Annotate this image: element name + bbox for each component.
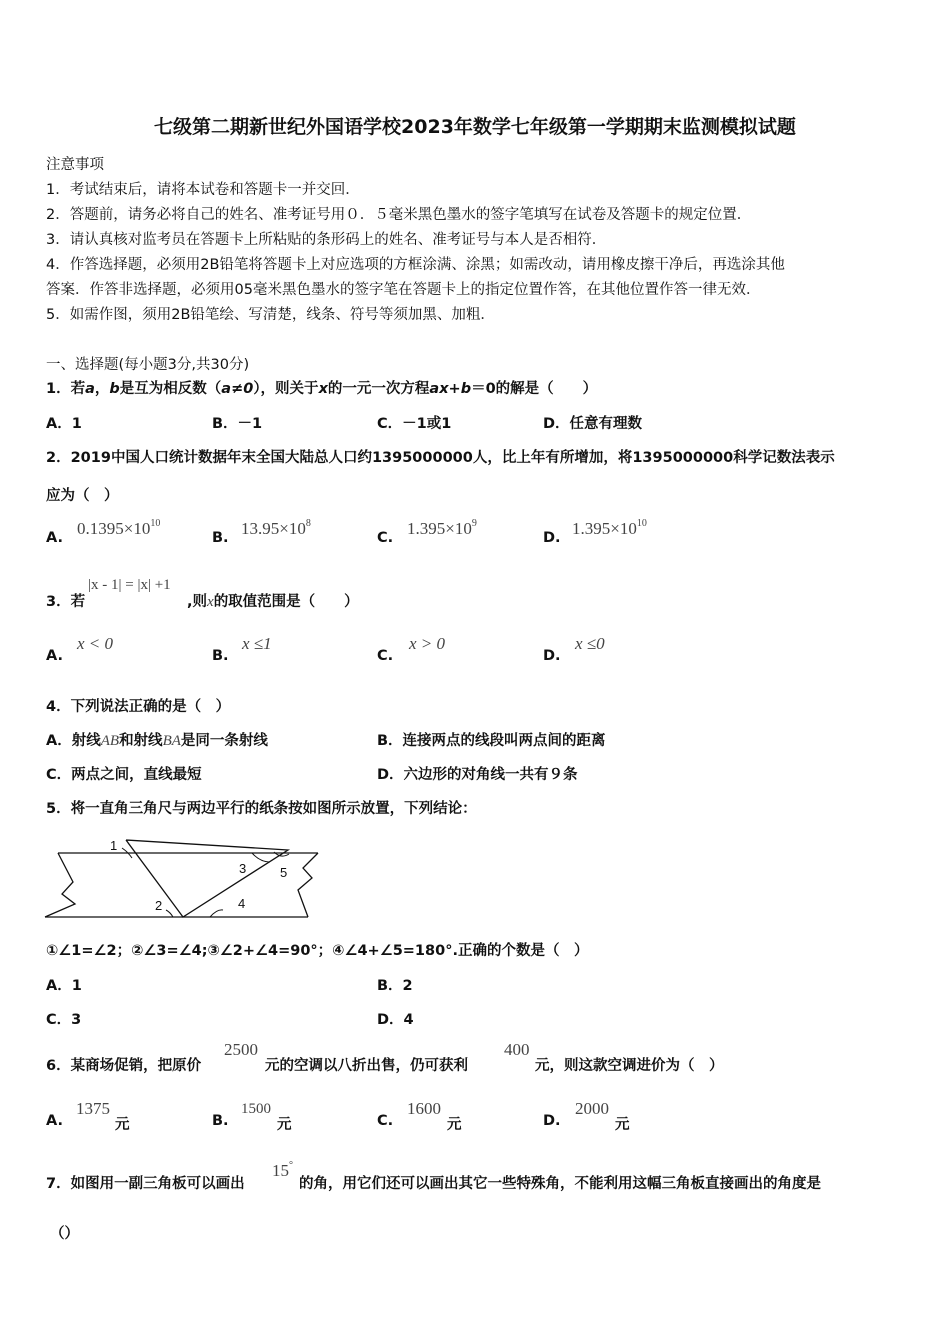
set-square <box>126 840 288 917</box>
question-6-option-b: 1500 <box>241 1101 271 1117</box>
question-2-label-c: C. <box>377 530 394 546</box>
question-4-option-a: A．射线AB和射线BA是同一条射线 <box>46 733 268 749</box>
question-1-option-b: B．－1 <box>212 416 263 432</box>
question-2-option-a: $0.1395\times 10^{10}$ <box>77 518 161 538</box>
angle-3-arc <box>252 853 270 862</box>
question-5-option-b: B．2 <box>377 978 413 994</box>
question-3-label-c: C. <box>377 648 394 664</box>
page-title: 七级第二期新世纪外国语学校2023年数学七年级第一学期期末监测模拟试题 <box>154 116 796 138</box>
question-7-stem-cont: （） <box>50 1226 79 1242</box>
question-1-option-a: A．1 <box>46 416 82 432</box>
question-6-option-d: 2000 <box>575 1099 609 1118</box>
figure-label-3: 3 <box>239 861 247 876</box>
question-2-option-b: $13.95\times 10^8$ <box>241 518 311 538</box>
question-2-option-d: $1.395\times 10^{10}$ <box>572 518 647 538</box>
figure-label-4: 4 <box>238 896 246 911</box>
angle-2-arc <box>166 910 173 917</box>
question-2-option-c: $1.395\times 10^9$ <box>407 518 477 538</box>
question-6-unit-b: 元 <box>277 1117 292 1133</box>
question-6-pre: 6．某商场促销，把原价 <box>46 1058 202 1074</box>
figure-label-1: 1 <box>110 838 118 853</box>
question-5-option-d: D．4 <box>377 1012 414 1028</box>
question-1-stem: 1．若a，b是互为相反数（a≠0），则关于x的一元一次方程ax+b＝0的解是（ ） <box>46 381 598 397</box>
question-3-option-d: x ≤0 <box>575 634 605 653</box>
question-6-label-b: B. <box>212 1113 229 1129</box>
notice-item: 4．作答选择题，必须用2B铅笔将答题卡上对应选项的方框涂满、涂黑；如需改动，请用橡皮擦干净后，再选涂其他 <box>46 257 785 273</box>
question-6-unit-c: 元 <box>447 1117 462 1133</box>
question-3-label-d: D. <box>543 648 561 664</box>
question-6-post: 元，则这款空调进价为（ ） <box>535 1058 724 1074</box>
notice-item: 答案．作答非选择题，必须用05毫米黑色墨水的签字笔在答题卡上的指定位置作答，在其他位置作答一律无效． <box>46 282 761 298</box>
question-1-option-c: C．－1或1 <box>377 416 452 432</box>
question-2-label-d: D. <box>543 530 561 546</box>
question-4-option-b: B．连接两点的线段叫两点间的距离 <box>377 733 606 749</box>
question-3-option-c: x > 0 <box>409 634 446 653</box>
question-3-mid: ,则x的取值范围是（ ） <box>187 594 359 610</box>
angle-4-arc <box>210 910 223 917</box>
question-3-option-b: x ≤1 <box>242 634 272 653</box>
question-2-label-a: A. <box>46 530 63 546</box>
question-7-post: 的角，用它们还可以画出其它一些特殊角，不能利用这幅三角板直接画出的角度是 <box>299 1176 821 1192</box>
figure-label-2: 2 <box>155 898 163 913</box>
question-7-angle: 15° <box>272 1160 293 1180</box>
question-6-label-d: D. <box>543 1113 561 1129</box>
notice-heading: 注意事项 <box>46 157 104 173</box>
question-3-label-b: B. <box>212 648 229 664</box>
question-6-price: 2500 <box>224 1040 258 1059</box>
question-6-label-a: A. <box>46 1113 63 1129</box>
question-5-option-a: A．1 <box>46 978 82 994</box>
figure-label-5: 5 <box>280 865 288 880</box>
question-6-option-a: 1375 <box>76 1099 110 1118</box>
notice-item: 3．请认真核对监考员在答题卡上所粘贴的条形码上的姓名、准考证号与本人是否相符． <box>46 232 607 248</box>
question-3-label-a: A. <box>46 648 63 664</box>
strip-right-edge <box>298 853 318 917</box>
question-6-mid: 元的空调以八折出售，仍可获利 <box>265 1058 468 1074</box>
question-7-pre: 7．如图用一副三角板可以画出 <box>46 1176 245 1192</box>
question-6-unit-d: 元 <box>615 1117 630 1133</box>
section-heading: 一、选择题(每小题3分,共30分) <box>46 357 250 373</box>
question-4-option-c: C．两点之间，直线最短 <box>46 767 202 783</box>
question-5-option-c: C．3 <box>46 1012 82 1028</box>
question-4-stem: 4．下列说法正确的是（ ） <box>46 699 231 715</box>
question-6-option-c: 1600 <box>407 1099 441 1118</box>
notice-item: 1．考试结束后，请将本试卷和答题卡一并交回． <box>46 182 360 198</box>
question-3-prefix: 3．若 <box>46 594 86 610</box>
question-2-label-b: B. <box>212 530 229 546</box>
notice-item: 2．答题前，请务必将自己的姓名、准考证号用０．５毫米黑色墨水的签字笔填写在试卷及答题卡的规定位置． <box>46 207 752 223</box>
question-6-unit-a: 元 <box>115 1117 130 1133</box>
question-2-stem-cont: 应为（ ） <box>46 488 119 504</box>
question-3-expression: |x - 1| = |x| +1 <box>88 577 171 593</box>
question-5-figure <box>40 832 330 927</box>
notice-item: 5．如需作图，须用2B铅笔绘、写清楚，线条、符号等须加黑、加粗． <box>46 307 495 323</box>
question-2-stem: 2．2019中国人口统计数据年末全国大陆总人口约1395000000人，比上年有所增加，将1395000000科学记数法表示 <box>46 450 835 466</box>
question-3-option-a: x < 0 <box>77 634 114 653</box>
question-6-label-c: C. <box>377 1113 394 1129</box>
question-1-option-d: D．任意有理数 <box>543 416 643 432</box>
question-5-stem: 5．将一直角三角尺与两边平行的纸条按如图所示放置，下列结论： <box>46 801 477 817</box>
question-6-profit: 400 <box>504 1040 530 1059</box>
strip-left-edge <box>45 853 75 917</box>
question-4-option-d: D．六边形的对角线一共有９条 <box>377 767 578 783</box>
question-5-conclusions: ①∠1=∠2；②∠3=∠4;③∠2+∠4=90°；④∠4+∠5=180°.正确的个数是（ ） <box>46 943 589 959</box>
